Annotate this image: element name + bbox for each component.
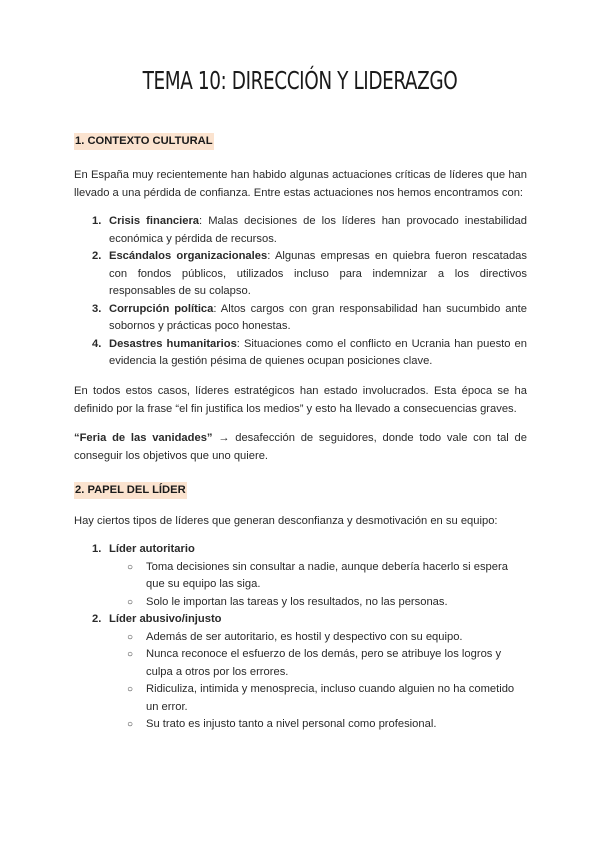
- list-term: Corrupción política: [109, 302, 214, 315]
- leader-traits-list: [109, 629, 527, 734]
- trait-item: [109, 646, 527, 681]
- list-text: : Algunas empresas en quiebra fueron rescatadas con fondos públicos, utilizados incluso para indemnizar a los directivos responsables de su colapso.: [109, 250, 528, 297]
- list-text: : Malas decisiones de los líderes han provocado inestabilidad económica y pérdida de recursos.: [109, 215, 527, 245]
- trait-text: Su trato es injusto tanto a nivel personal como profesional.: [146, 718, 437, 730]
- crisis-list: [92, 213, 527, 371]
- section-heading-papel: 2. PAPEL DEL LÍDER: [74, 482, 187, 499]
- list-number: 2.: [92, 250, 102, 262]
- feria-text: → desafección de seguidores, donde todo vale con tal de conseguir los objetivos que uno quiere.: [74, 432, 527, 462]
- trait-text: Además de ser autoritario, es hostil y despectivo con su equipo.: [146, 630, 463, 643]
- list-number: 2.: [92, 613, 102, 625]
- list-term: Escándalos organizacionales: [109, 250, 268, 262]
- list-text: : Altos cargos con gran responsabilidad han sucumbido ante sobornos y prácticas poco honestas.: [109, 302, 527, 332]
- list-text: : Situaciones como el conflicto en Ucrania han puesto en evidencia la gestión pésima de quienes ocupan posiciones clave.: [109, 337, 527, 367]
- section1-conclusion: En todos estos casos, líderes estratégicos han estado involucrados. Esta época se ha definido por la frase “el fin justifica los medios” y esto ha llevado a consecuencias graves.: [74, 385, 527, 415]
- page-title: TEMA 10: DIRECCIÓN Y LIDERAZGO: [142, 66, 458, 95]
- bullet-icon: ○: [127, 649, 134, 660]
- leader-type-item: [92, 611, 527, 734]
- trait-text: Ridiculiza, intimida y menosprecia, incluso cuando alguien no ha cometido un error.: [146, 683, 515, 713]
- section-heading-contexto: 1. CONTEXTO CULTURAL: [74, 133, 214, 150]
- trait-item: [109, 629, 527, 647]
- list-number: 3.: [92, 302, 102, 315]
- bullet-icon: ○: [127, 719, 134, 730]
- leader-type-name: Líder autoritario: [109, 543, 195, 555]
- list-item: [92, 213, 527, 248]
- section2-intro: Hay ciertos tipos de líderes que generan desconfianza y desmotivación en su equipo:: [74, 515, 498, 527]
- section1-intro: En España muy recientemente han habido algunas actuaciones críticas de líderes que han llevado a una pérdida de confianza. Entre estas actuaciones nos hemos encontramos con:: [74, 169, 527, 199]
- leader-type-name: Líder abusivo/injusto: [109, 613, 222, 625]
- bullet-icon: ○: [127, 684, 134, 695]
- list-number: 1.: [92, 215, 102, 227]
- leader-types-list: [92, 541, 527, 734]
- list-item: [92, 301, 527, 336]
- feria-paragraph: [74, 430, 527, 465]
- leader-traits-list: [109, 559, 527, 612]
- list-term: Crisis financiera: [109, 215, 200, 227]
- list-item: [92, 336, 527, 371]
- list-number: 4.: [92, 337, 102, 350]
- bullet-icon: ○: [127, 631, 134, 643]
- bullet-icon: ○: [127, 561, 134, 573]
- trait-item: [109, 594, 527, 612]
- trait-text: Solo le importan las tareas y los resultados, no las personas.: [146, 595, 448, 608]
- list-number: 1.: [92, 543, 102, 555]
- trait-item: [109, 559, 527, 594]
- list-term: Desastres humanitarios: [109, 337, 237, 350]
- feria-term: “Feria de las vanidades”: [74, 432, 213, 444]
- trait-item: [109, 681, 527, 716]
- trait-text: Toma decisiones sin consultar a nadie, aunque debería hacerlo si espera que su equipo las siga.: [146, 560, 508, 590]
- trait-item: [109, 716, 527, 734]
- trait-text: Nunca reconoce el esfuerzo de los demás, pero se atribuye los logros y culpa a otros por los errores.: [146, 648, 502, 678]
- bullet-icon: ○: [127, 596, 134, 608]
- list-item: [92, 248, 527, 301]
- leader-type-item: [92, 541, 527, 611]
